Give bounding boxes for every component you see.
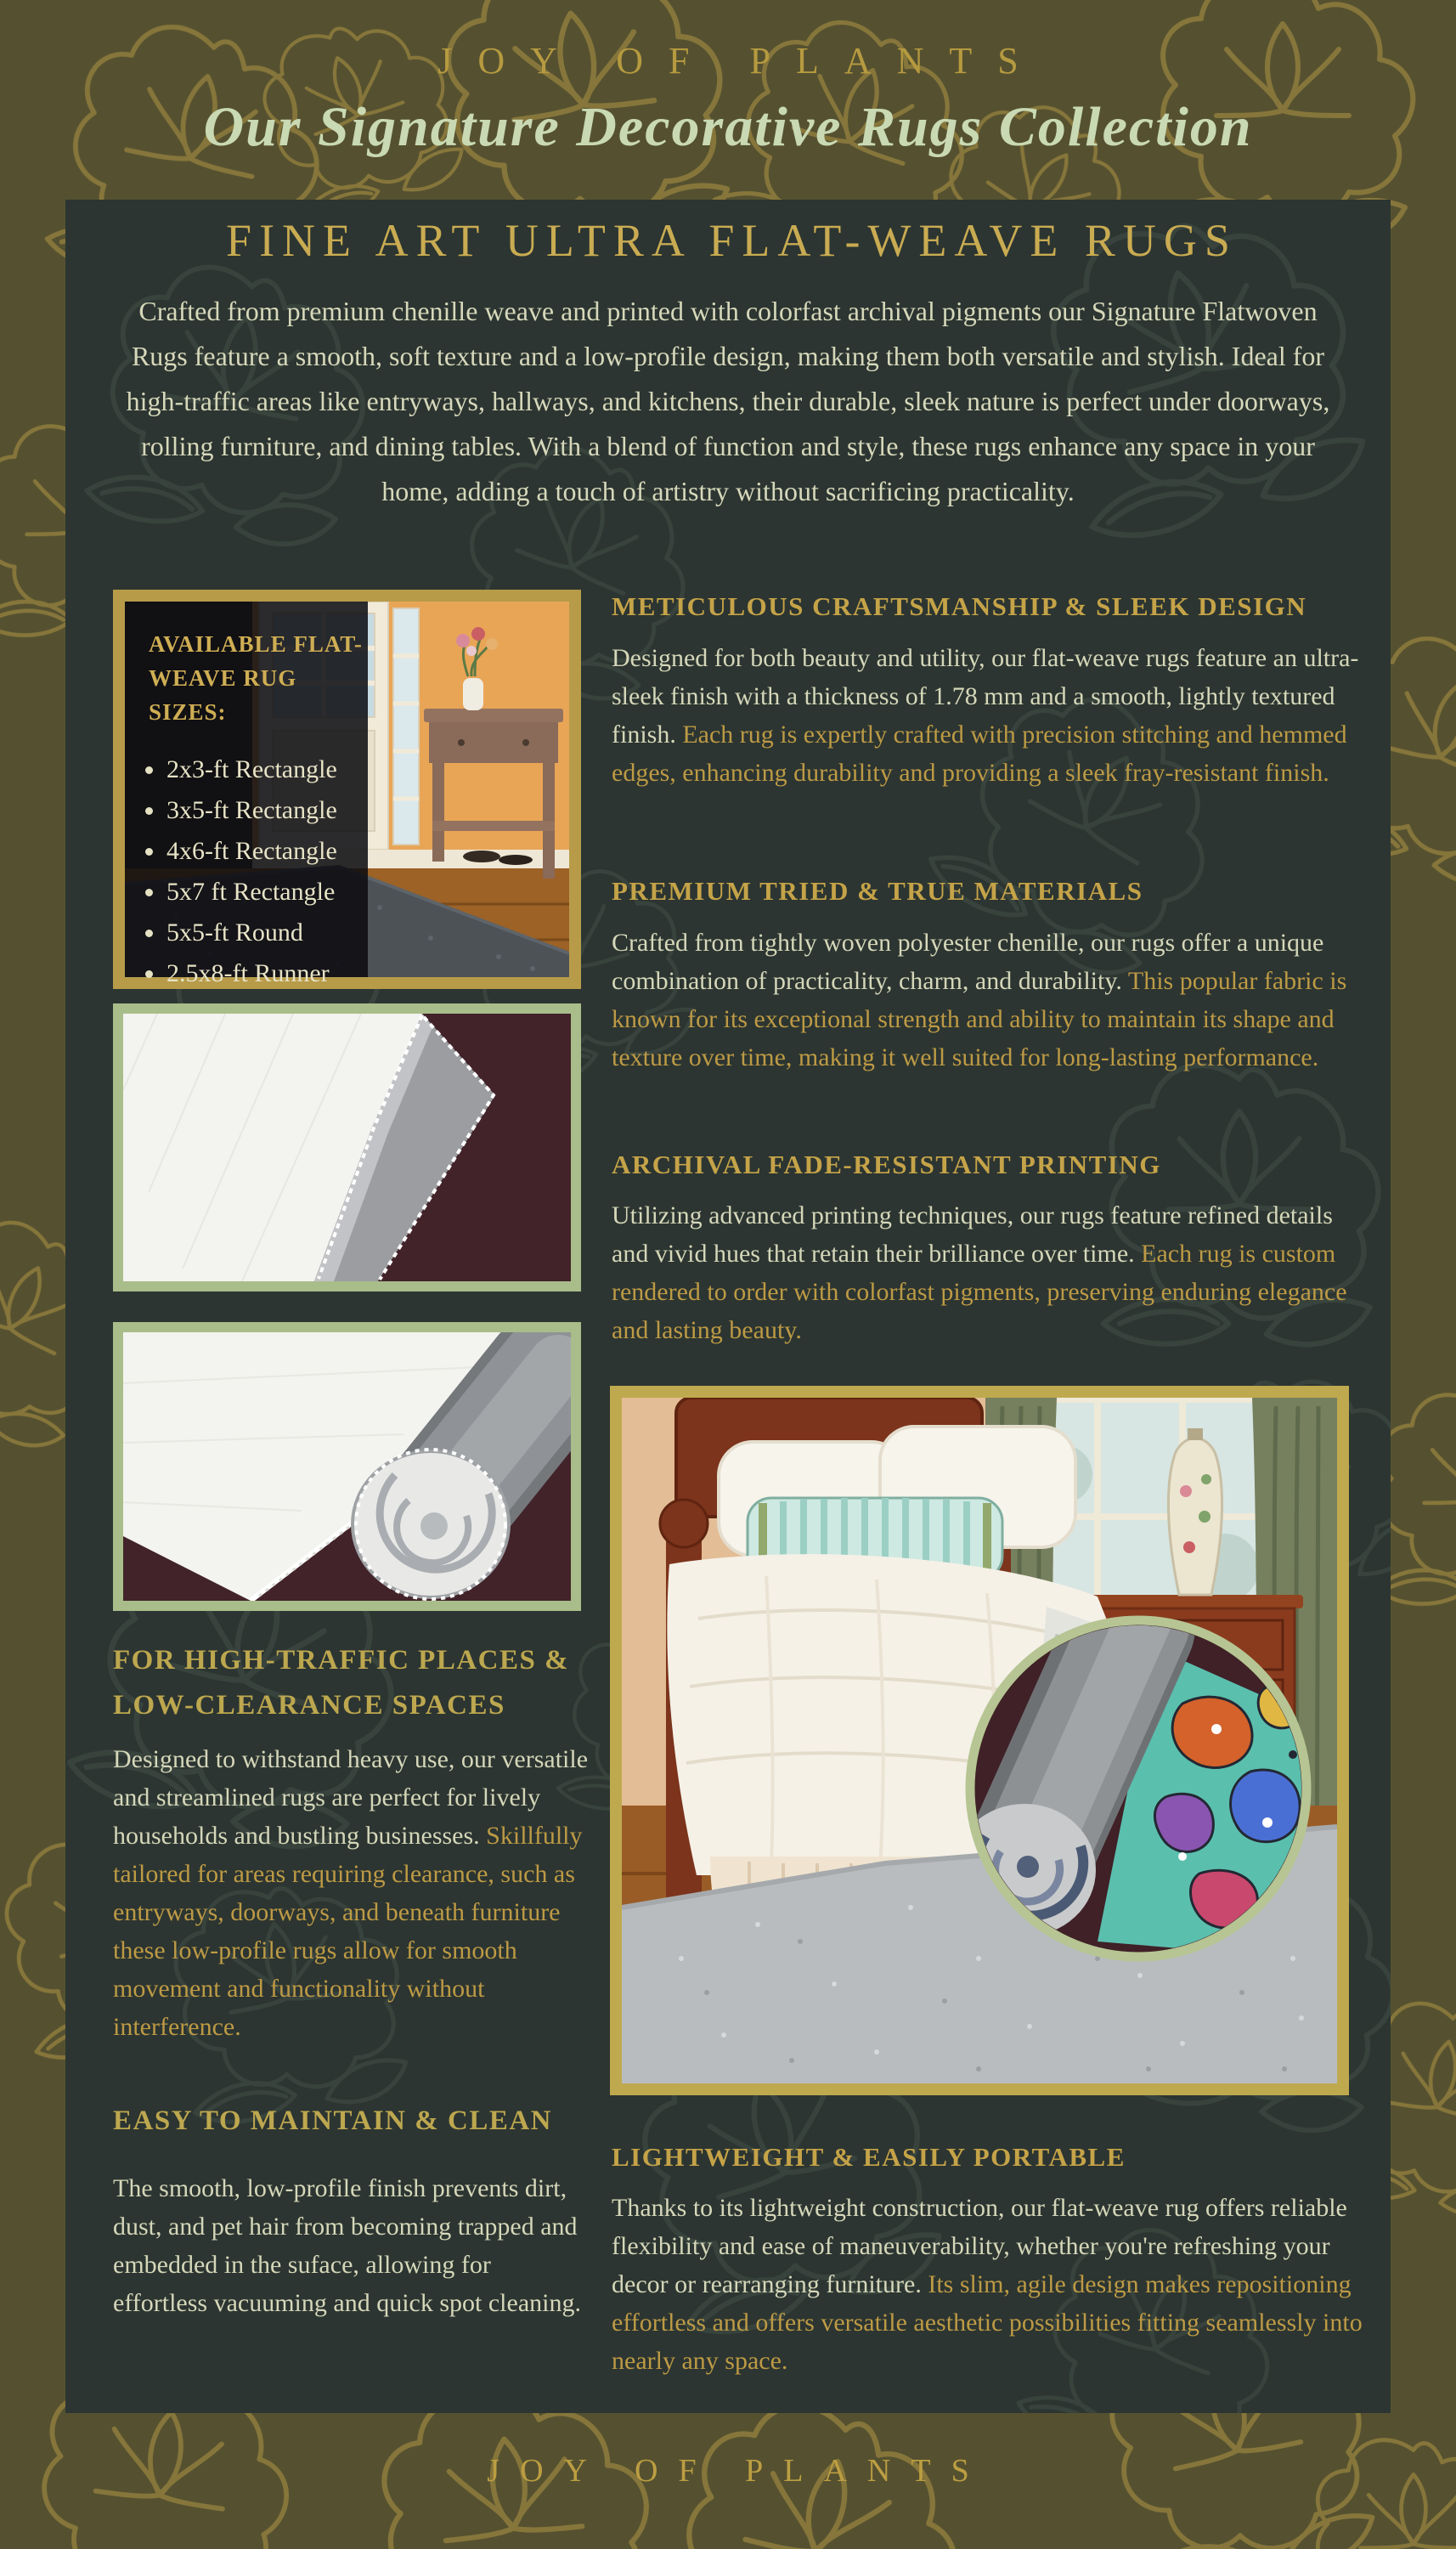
footer-brand: JOY OF PLANTS	[487, 2453, 990, 2489]
maintain-paragraph	[113, 2169, 590, 2322]
list-item: 5x5-ft Round	[145, 913, 368, 953]
rolled-rug-scene	[123, 1332, 571, 1601]
printing-text: Utilizing advanced printing techniques, our rugs feature refined details and vivid hues that retain their brilliance over time.	[612, 1201, 1333, 1268]
craftsmanship-text: Designed for both beauty and utility, our flat-weave rugs feature an ultra-sleek finish with a thickness of 1.78 mm and a smooth, lightly textured finish.	[612, 644, 1359, 749]
sizes-heading	[149, 627, 368, 729]
materials-paragraph	[612, 924, 1363, 1077]
list-item: 4x6-ft Rectangle	[145, 831, 368, 872]
materials-accent-text: This popular fabric is known for its exceptional strength and ability to maintain its shape and texture over time, making it well suited for long-lasting performance.	[612, 967, 1347, 1071]
high-traffic-heading	[113, 1638, 589, 1728]
sizes-box	[125, 602, 368, 987]
collection-subtitle: Our Signature Decorative Rugs Collection	[203, 96, 1253, 158]
high-traffic-paragraph	[113, 1740, 590, 2046]
portable-accent-text: Its slim, agile design makes repositioning effortless and offers versatile aesthetic possibilities fitting seamlessly into nearly any space.	[612, 2270, 1363, 2375]
sizes-heading-line1: AVAILABLE FLAT-	[149, 631, 363, 657]
high-traffic-accent-text: Skillfully tailored for areas requiring clearance, such as entryways, doorways, and beneath furniture these low-profile rugs allow for smooth movement and functionality without interference.	[113, 1822, 583, 2041]
maintain-heading: EASY TO MAINTAIN & CLEAN	[113, 2105, 553, 2136]
bullet-dot-icon	[145, 930, 153, 937]
entryway-photo	[113, 590, 581, 989]
high-traffic-text: Designed to withstand heavy use, our versatile and streamlined rugs are perfect for lively households and bustling businesses.	[113, 1745, 589, 1850]
brand-title: JOY OF PLANTS	[437, 40, 1044, 82]
portable-heading: LIGHTWEIGHT & EASILY PORTABLE	[612, 2142, 1126, 2172]
high-traffic-heading-line1: FOR HIGH-TRAFFIC PLACES &	[113, 1645, 570, 1676]
bullet-dot-icon	[145, 970, 153, 978]
list-item: 5x7 ft Rectangle	[145, 872, 368, 913]
portable-paragraph	[612, 2189, 1363, 2380]
table-lamp	[1168, 1428, 1222, 1595]
craftsmanship-accent-text: Each rug is expertly crafted with precision stitching and hemmed edges, enhancing durability and providing a sleek fray-resistant finish.	[612, 721, 1347, 787]
materials-heading: PREMIUM TRIED & TRUE MATERIALS	[612, 876, 1143, 906]
rolled-rug-photo	[113, 1322, 581, 1611]
list-item: 3x5-ft Rectangle	[145, 790, 368, 831]
portable-text: Thanks to its lightweight construction, our flat-weave rug offers reliable flexibility and ease of maneuverability, whether you're refreshing your decor or rearranging furniture.	[612, 2194, 1347, 2298]
bullet-dot-icon	[145, 766, 153, 774]
bullet-dot-icon	[145, 889, 153, 896]
sizes-heading-line2: WEAVE RUG SIZES:	[149, 665, 297, 725]
bullet-dot-icon	[145, 848, 153, 856]
craftsmanship-heading: METICULOUS CRAFTSMANSHIP & SLEEK DESIGN	[612, 591, 1307, 621]
bedroom-photo	[610, 1386, 1349, 2095]
printing-accent-text: Each rug is custom rendered to order with colorfast pigments, preserving enduring elegance and lasting beauty.	[612, 1240, 1347, 1344]
craftsmanship-paragraph	[612, 639, 1363, 792]
materials-text: Crafted from tightly woven polyester chenille, our rugs offer a unique combination of practicality, charm, and durability.	[612, 929, 1324, 995]
folded-rug-photo	[113, 1003, 581, 1291]
bullet-dot-icon	[145, 807, 153, 815]
intro-paragraph: Crafted from premium chenille weave and printed with colorfast archival pigments our Signature Flatwoven Rugs feature a smooth, soft texture and a low-profile design, making them both versatile and stylish. Ideal for high-traffic areas like entryways, hallways, and kitchens, their durable, sleek nature is perfect under doorways, rolling furniture, and dining tables. With a blend of function and style, these rugs enhance any space in your home, adding a touch of artistry without sacrificing practicality.	[126, 296, 1330, 506]
printing-heading: ARCHIVAL FADE-RESISTANT PRINTING	[612, 1150, 1161, 1179]
high-traffic-heading-line2: LOW-CLEARANCE SPACES	[113, 1690, 505, 1721]
sizes-list	[145, 749, 368, 994]
printing-paragraph	[612, 1196, 1363, 1349]
list-item: 2x3-ft Rectangle	[145, 749, 368, 790]
page-title: FINE ART ULTRA FLAT-WEAVE RUGS	[226, 215, 1238, 266]
bedroom-scene	[622, 1398, 1337, 2083]
folded-rug-scene	[123, 1014, 571, 1281]
list-item: 2.5x8-ft Runner	[145, 953, 368, 994]
maintain-text: The smooth, low-profile finish prevents dirt, dust, and pet hair from becoming trapped and embedded in the suface, allowing for effortless vacuuming and quick spot cleaning.	[113, 2174, 581, 2317]
